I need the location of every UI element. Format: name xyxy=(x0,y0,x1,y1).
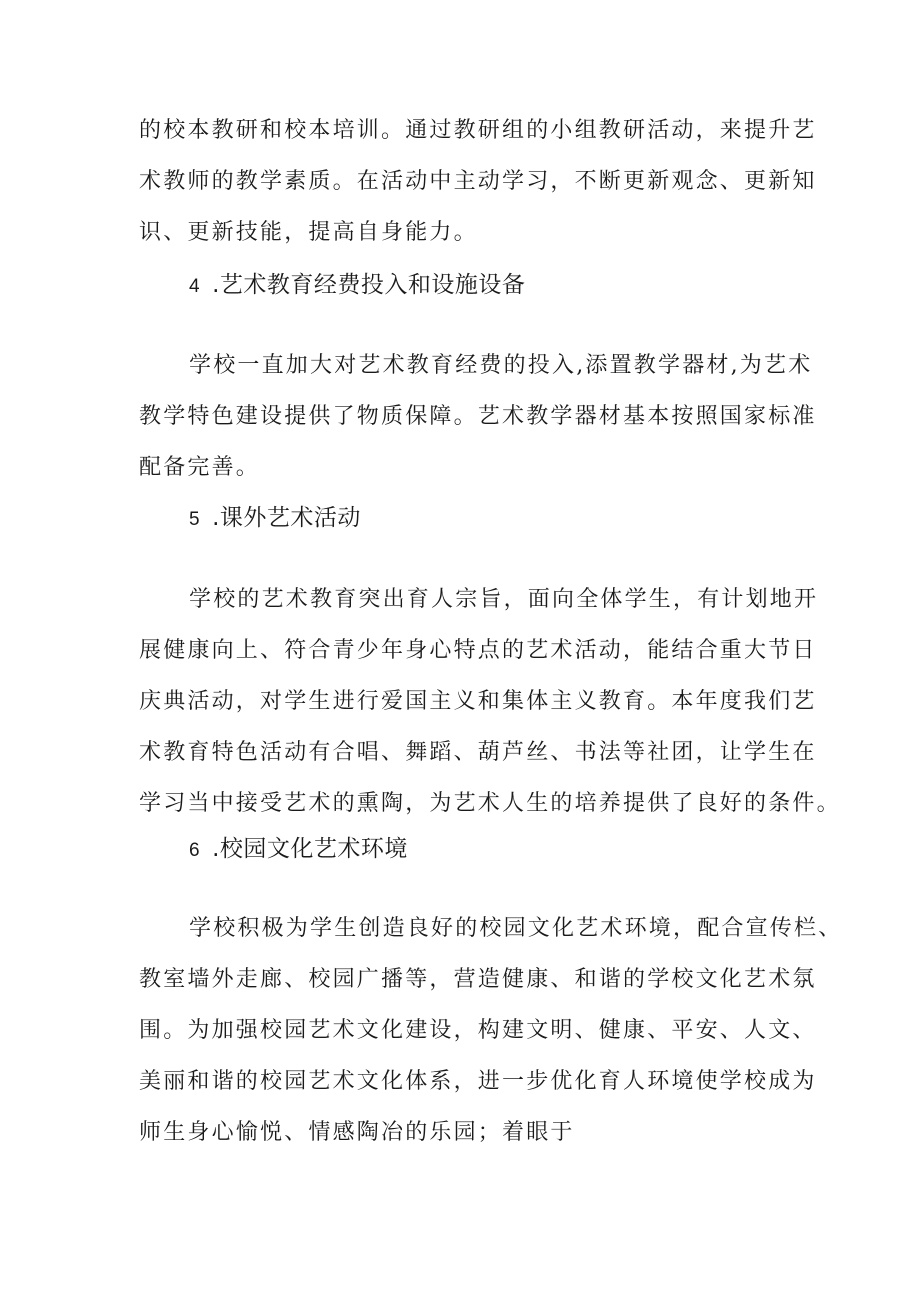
text-line: 识、更新技能，提高自身能力。 xyxy=(139,220,478,245)
section-heading-6 xyxy=(189,834,408,866)
text-line: 学校积极为学生创造良好的校园文化艺术环境，配合宣传栏、 xyxy=(189,916,843,941)
section-heading-4 xyxy=(189,270,525,302)
text-line: 庆典活动，对学生进行爱国主义和集体主义教育。本年度我们艺 xyxy=(139,689,817,714)
text-line: 学校的艺术教育突出育人宗旨，面向全体学生，有计划地开 xyxy=(189,587,819,612)
text-line: 配备完善。 xyxy=(139,455,261,480)
text-line: 展健康向上、符合青少年身心特点的艺术活动，能结合重大节日 xyxy=(139,638,817,663)
paragraph-teacher-training xyxy=(139,105,819,258)
text-line: 术教育特色活动有合唱、舞蹈、葫芦丝、书法等社团，让学生在 xyxy=(139,740,817,765)
paragraph-funding-facilities xyxy=(139,340,819,493)
heading-number: 6 xyxy=(189,840,201,861)
paragraph-extracurricular-activities xyxy=(139,574,841,829)
heading-number: 5 xyxy=(189,509,201,530)
heading-title: .艺术教育经费投入和设施设备 xyxy=(212,272,526,298)
text-line: 术教师的教学素质。在活动中主动学习，不断更新观念、更新知 xyxy=(139,169,817,194)
section-heading-5 xyxy=(189,503,361,535)
text-line: 的校本教研和校本培训。通过教研组的小组教研活动，来提升艺 xyxy=(139,118,817,143)
text-line: 学校一直加大对艺术教育经费的投入,添置教学器材,为艺术 xyxy=(189,353,813,378)
text-line: 教室墙外走廊、校园广播等，营造健康、和谐的学校文化艺术氛 xyxy=(139,967,817,992)
text-line: 围。为加强校园艺术文化建设，构建文明、健康、平安、人文、 xyxy=(139,1018,817,1043)
heading-title: .课外艺术活动 xyxy=(212,505,361,531)
text-line: 美丽和谐的校园艺术文化体系，进一步优化育人环境使学校成为 xyxy=(139,1069,817,1094)
text-line: 学习当中接受艺术的熏陶，为艺术人生的培养提供了良好的条件。 xyxy=(139,791,841,816)
text-line: 师生身心愉悦、情感陶冶的乐园；着眼于 xyxy=(139,1120,575,1145)
paragraph-campus-culture xyxy=(139,903,843,1158)
heading-number: 4 xyxy=(189,276,201,297)
heading-title: .校园文化艺术环境 xyxy=(212,836,408,862)
text-line: 教学特色建设提供了物质保障。艺术教学器材基本按照国家标准 xyxy=(139,404,817,429)
